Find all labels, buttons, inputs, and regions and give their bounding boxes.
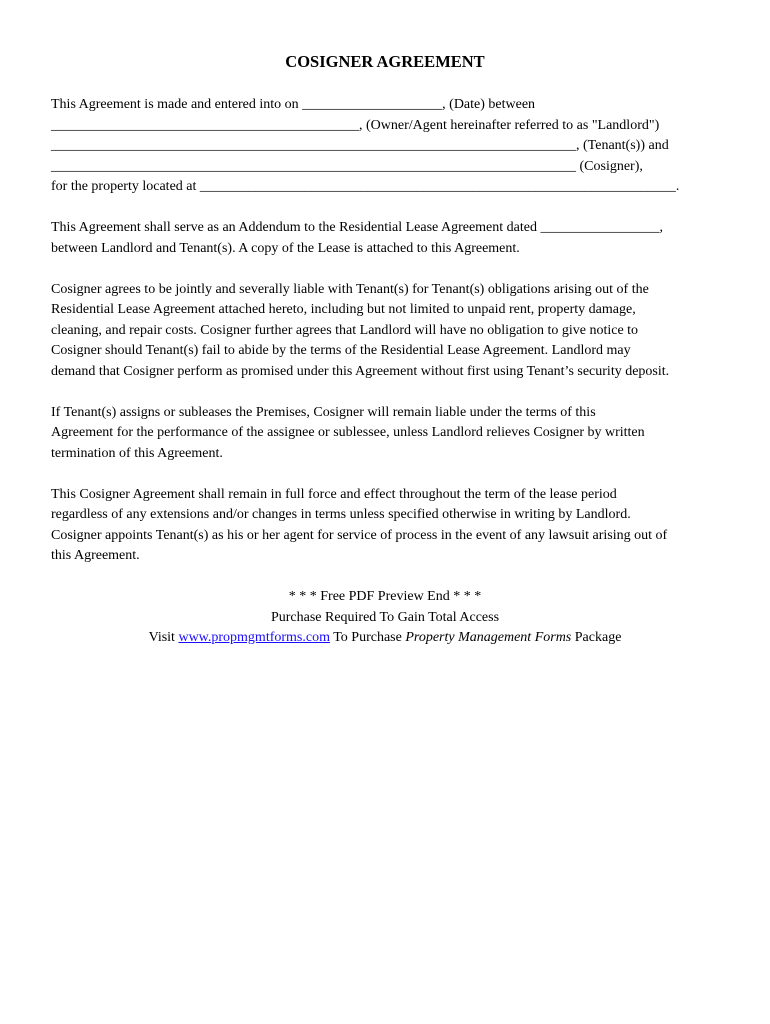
purchase-mid-text: To Purchase [333, 630, 402, 645]
purchase-visit-line [0, 628, 770, 649]
term-line-2: regardless of any extensions and/or changes in terms unless specified otherwise in writing by Landlord. [51, 507, 631, 522]
preview-end-notice: * * * Free PDF Preview End * * * [288, 589, 482, 604]
product-name: Property Management Forms [405, 630, 572, 645]
visit-prefix: Visit [148, 630, 175, 645]
intro-line-2: ____________________________________________, (Owner/Agent hereinafter referred to as "Landlord") [51, 118, 660, 133]
package-suffix: Package [574, 630, 622, 645]
purchase-required-notice: Purchase Required To Gain Total Access [270, 610, 500, 625]
term-line-3: Cosigner appoints Tenant(s) as his or her agent for service of process in the event of any lawsuit arising out of [51, 528, 668, 543]
addendum-line-1: This Agreement shall serve as an Addendum to the Residential Lease Agreement dated _________________, [51, 220, 663, 235]
liability-line-4: Cosigner should Tenant(s) fail to abide by the terms of the Residential Lease Agreement. Landlord may [51, 343, 631, 358]
intro-line-5: for the property located at ____________________________________________________________________. [51, 179, 680, 194]
term-line-1: This Cosigner Agreement shall remain in full force and effect throughout the term of the lease period [51, 487, 617, 502]
term-line-4: this Agreement. [51, 548, 140, 563]
addendum-line-2: between Landlord and Tenant(s). A copy of the Lease is attached to this Agreement. [51, 241, 520, 256]
intro-line-1: This Agreement is made and entered into on ____________________, (Date) between [51, 97, 536, 112]
liability-line-3: cleaning, and repair costs. Cosigner further agrees that Landlord will have no obligation to give notice to [51, 323, 639, 338]
liability-line-5: demand that Cosigner perform as promised under this Agreement without first using Tenant’s security deposit. [51, 364, 670, 379]
website-link[interactable]: www.propmgmtforms.com [178, 630, 330, 645]
liability-line-2: Residential Lease Agreement attached hereto, including but not limited to unpaid rent, property damage, [51, 302, 636, 317]
sublease-line-2: Agreement for the performance of the assignee or sublessee, unless Landlord relieves Cosigner by written [51, 425, 645, 440]
sublease-line-3: termination of this Agreement. [51, 446, 223, 461]
intro-line-3: ___________________________________________________________________________, (Tenant(s)) and [51, 138, 669, 153]
liability-line-1: Cosigner agrees to be jointly and severally liable with Tenant(s) for Tenant(s) obligations arising out of the [51, 282, 649, 297]
intro-line-4: ___________________________________________________________________________ (Cosigner), [51, 159, 643, 174]
sublease-line-1: If Tenant(s) assigns or subleases the Premises, Cosigner will remain liable under the terms of this [51, 405, 596, 420]
document-title: COSIGNER AGREEMENT [285, 52, 485, 71]
